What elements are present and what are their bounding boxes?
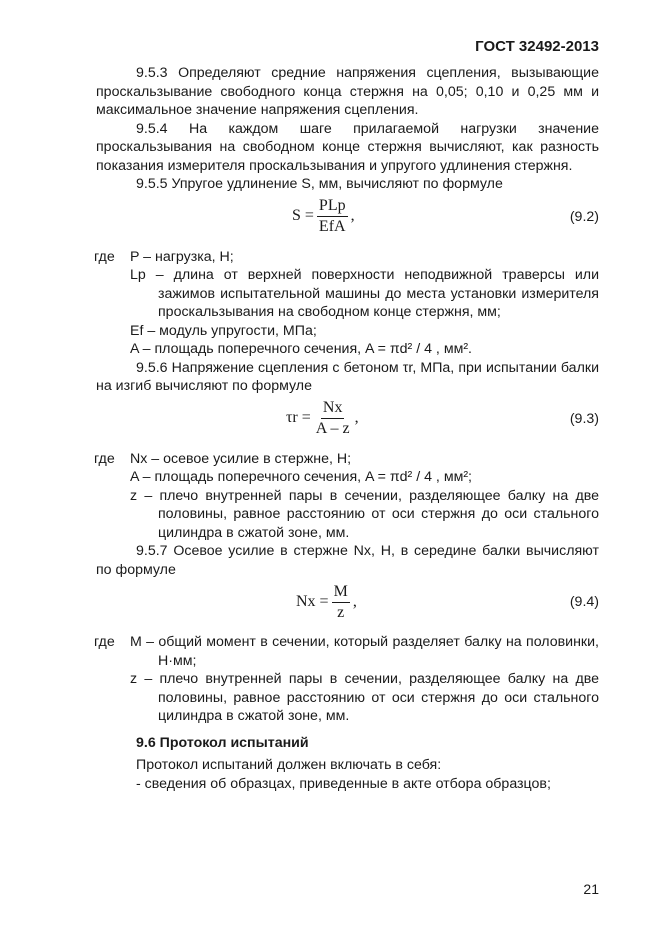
definition-z: z – плечо внутренней пары в сечении, разделяющее балку на две половины, равное расстоянию от оси стержня до оси стального цилиндра в сжатой зоне, мм. (130, 487, 599, 541)
equation-number: (9.4) (569, 594, 599, 610)
formula-numerator: M (332, 582, 350, 603)
formula-fraction (317, 196, 348, 237)
definitions-9-3 (94, 450, 599, 543)
equation-number: (9.3) (569, 410, 599, 427)
paragraph-9-6-intro: Протокол испытаний должен включать в себя: (136, 757, 442, 773)
document-header: ГОСТ 32492-2013 (475, 38, 599, 55)
definition-ef: Ef – модуль упругости, МПа; (130, 322, 317, 339)
paragraph-9-5-7: 9.5.7 Осевое усилие в стержне Nx, Н, в середине балки вычисляют по формуле (96, 543, 599, 578)
section-title-9-6: 9.6 Протокол испытаний (136, 734, 309, 751)
formula-tail: , (350, 207, 355, 225)
formula-numerator: Nx (321, 398, 345, 419)
page-number: 21 (583, 881, 599, 897)
main-text (96, 64, 599, 793)
formula-lhs: τr = (286, 409, 311, 427)
formula-denominator: z (337, 603, 345, 621)
formula-lhs: Nx = (296, 592, 329, 610)
formula-fraction (314, 398, 352, 439)
paragraph-9-5-4: 9.5.4 На каждом шаге прилагаемой нагрузки значение проскальзывания на свободном конце стержня вычисляют, как разность показания измерителя проскальзывания и упругого удлинения стержня. (96, 120, 599, 174)
formula-9-2 (96, 194, 599, 240)
definitions-9-4 (94, 633, 599, 726)
where-label: где (94, 248, 115, 265)
definition-lp: Lp – длина от верхней поверхности неподвижной траверсы или зажимов испытательной машины до места установки измерителя проскальзывания на свободном конце стержня, мм; (130, 267, 599, 320)
formula-denominator: EfA (318, 218, 346, 235)
equation-number: (9.2) (569, 208, 599, 225)
definition-m: M – общий момент в сечении, который разделяет балку на половинки, Н·мм; (130, 634, 599, 669)
definition-p: P – нагрузка, Н; (130, 248, 234, 265)
formula-tail: , (352, 592, 357, 610)
definition-a: A – площадь поперечного сечения, A = πd² / 4 , мм². (130, 341, 472, 357)
list-item: - сведения об образцах, приведенные в акте отбора образцов; (136, 775, 551, 792)
paragraph-9-5-5: 9.5.5 Упругое удлинение S, мм, вычисляют по формуле (136, 176, 503, 192)
paragraph-9-5-3: 9.5.3 Определяют средние напряжения сцепления, вызывающие проскальзывание свободного конца стержня на 0,05; 0,10 и 0,25 мм и максимальное значение напряжения сцепления. (96, 65, 599, 118)
formula-fraction (332, 582, 350, 623)
definition-nx: Nx – осевое усилие в стержне, Н; (130, 450, 352, 467)
formula-numerator: PLp (317, 196, 348, 217)
definitions-9-2 (94, 248, 599, 359)
formula-9-3 (96, 396, 599, 442)
formula-tail: , (354, 409, 359, 427)
where-label: где (94, 450, 115, 467)
definition-a: A – площадь поперечного сечения, A = πd² / 4 , мм²; (130, 469, 472, 485)
formula-9-4 (96, 579, 599, 625)
formula-lhs: S = (292, 207, 314, 225)
definition-z: z – плечо внутренней пары в сечении, разделяющее балку на две половины, равное расстоянию от оси стержня до оси стального цилиндра в сжатой зоне, мм. (130, 671, 599, 724)
paragraph-9-5-6: 9.5.6 Напряжение сцепления с бетоном τr, МПа, при испытании балки на изгиб вычисляют по формуле (96, 359, 599, 394)
formula-denominator: A – z (315, 420, 350, 437)
where-label: где (94, 634, 115, 650)
